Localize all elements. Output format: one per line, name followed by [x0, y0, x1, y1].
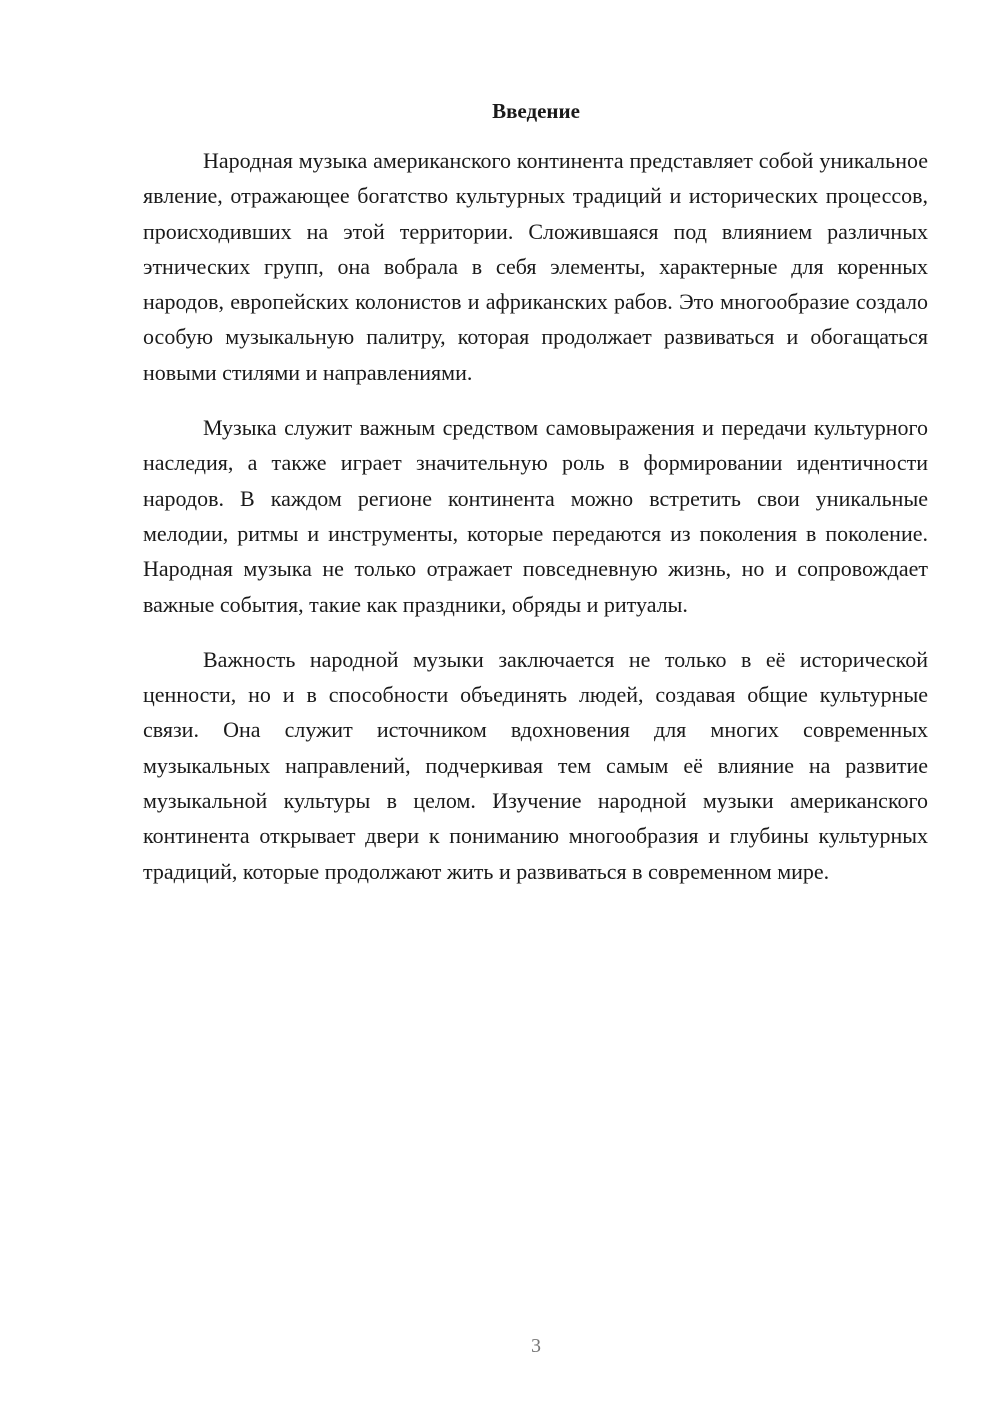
section-title: Введение [492, 99, 580, 123]
paragraph-2: Музыка служит важным средством самовыражения и передачи культурного наследия, а также играет значительную роль в формировании идентичности народов. В каждом регионе континента можно встретить свои уникальные мелодии, ритмы и инструменты, которые передаются из поколения в поколение. Народная музыка не только отражает повседневную жизнь, но и сопровождает важные события, такие как праздники, обряды и ритуалы. [143, 415, 928, 617]
paragraph-3: Важность народной музыки заключается не только в её исторической ценности, но и в способности объединять людей, создавая общие культурные связи. Она служит источником вдохновения для многих современных музыкальных направлений, подчеркивая тем самым её влияние на развитие музыкальной культуры в целом. Изучение народной музыки американского континента открывает двери к пониманию многообразия и глубины культурных традиций, которые продолжают жить и развиваться в современном мире. [143, 646, 928, 884]
page-number: 3 [531, 1335, 541, 1357]
paragraph-1: Народная музыка американского континента представляет собой уникальное явление, отражающее богатство культурных традиций и исторических процессов, происходивших на этой территории. Сложившаяся под влиянием различных этнических групп, она вобрала в себя элементы, характерные для коренных народов, европейских колонистов и африканских рабов. Это многообразие создало особую музыкальную палитру, которая продолжает развиваться и обогащаться новыми стилями и направлениями. [143, 148, 928, 385]
body-text [143, 143, 928, 909]
